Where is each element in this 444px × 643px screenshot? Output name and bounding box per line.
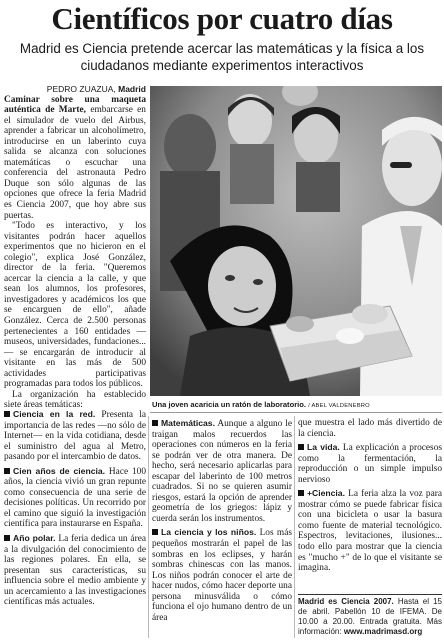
bullet-square-icon bbox=[4, 535, 10, 541]
bullet-square-icon bbox=[4, 468, 10, 474]
areas-intro-paragraph: La organización ha establecido siete áreas temáticas: bbox=[4, 389, 146, 411]
section-ninos-continued: que muestra el lado más divertido de la ciencia. bbox=[298, 418, 442, 439]
article-column-3 bbox=[298, 418, 442, 574]
column-divider bbox=[148, 416, 149, 638]
bullet-square-icon bbox=[298, 444, 304, 450]
quote-paragraph: "Todo es interactivo, y los visitantes podrán hacer aquellos experimentos que no hicieron en el colegio", explica José González, director de la feria. "Queremos acercar la ciencia a la calle, y que sean los alumnos, los profesores, investigadores y académicos los que se encarguen de ello", añade González. Cerca de 2.500 personas pertenecientes a 160 entidades —museos, universidades, fundaciones...— se encargarán de introducir al visitante en las más de 500 actividades participativas programadas para todos los públicos. bbox=[4, 221, 146, 390]
section-ninos bbox=[152, 527, 292, 623]
info-box-url[interactable]: www.madrimasd.org bbox=[343, 627, 423, 636]
intro-lead: Caminar sobre una maqueta auténtica de Marte, bbox=[4, 94, 146, 116]
section-cien bbox=[4, 466, 146, 530]
article-column-1 bbox=[4, 84, 146, 411]
bullet-square-icon bbox=[298, 490, 304, 496]
info-box-text: Hasta el 15 de abril. Pabellón 10 de IFEMA. De 10.00 a 20.00. Entrada gratuita. Más información: bbox=[298, 597, 442, 636]
section-red-text: Presenta la importancia de las redes —no sólo de Internet— en la vida cotidiana, desde el suministro del agua al Metro, pasando por el intercambio de datos. bbox=[4, 410, 146, 463]
section-mat-title: Matemáticas. bbox=[161, 418, 215, 428]
section-cien-text: Hace 100 años, la ciencia vivió un gran repunte como consecuencia de una serie de decisiones políticas. Un recorrido por el camino que siguió la investigación científica para instaurarse en España. bbox=[4, 466, 147, 530]
bullet-square-icon bbox=[152, 529, 158, 535]
byline bbox=[4, 84, 146, 95]
article-column-1-lower bbox=[4, 406, 146, 608]
section-vida bbox=[298, 442, 442, 485]
section-polar bbox=[4, 533, 146, 608]
section-mas bbox=[298, 488, 442, 573]
section-mas-text: La feria alza la voz para mostrar cómo se puede fabricar física con una bicicleta o usar la basura como fuente de material tecnológico. Espectros, levitaciones, ilusiones... todo ello para mostrar que la ciencia es "mucho +" de lo que el visitante se imagina. bbox=[298, 489, 443, 574]
caption-text: Una joven acaricia un ratón de laboratorio. bbox=[152, 400, 307, 409]
intro-body: embarcarse en el simulador de vuelo del Airbus, aprender a fabricar un alcoholímetro, introducirse en un laberinto cuya salida se alcanza con soluciones matemáticas o escuchar una conferencia del astronauta Pedro Duque son sólo algunas de las opciones que ofrece la feria Madrid es Ciencia 2007, que hoy abre sus puertas. bbox=[4, 105, 146, 221]
article-column-2 bbox=[152, 418, 292, 623]
section-red-title: Ciencia en la red. bbox=[13, 409, 96, 419]
headline: Científicos por cuatro días bbox=[51, 1, 393, 36]
section-polar-title: Año polar. bbox=[13, 533, 56, 544]
section-mat bbox=[152, 418, 292, 524]
info-box-title: Madrid es Ciencia 2007. bbox=[298, 597, 394, 606]
intro-paragraph bbox=[4, 95, 146, 222]
info-box bbox=[298, 597, 442, 637]
photo-caption bbox=[152, 400, 442, 411]
info-box-rule bbox=[298, 594, 442, 595]
section-mas-title: +Ciencia. bbox=[307, 488, 345, 499]
section-red bbox=[4, 409, 146, 463]
bullet-square-icon bbox=[4, 411, 10, 417]
photo-student-with-lab-mouse bbox=[150, 86, 442, 396]
section-ninos-text: Los más pequeños mostrarán el papel de las sombras en los eclipses, y harán sombras chinescas con las manos. Los niños podrán conocer el arte de hacer nudos, cómo hacer deporte una persona minusválida o cómo funciona el ojo humano dentro de un área bbox=[152, 528, 292, 623]
section-ninos-title: La ciencia y los niños. bbox=[161, 527, 257, 538]
caption-rule bbox=[150, 412, 442, 413]
photo-credit: / ABEL VALDENEBRO bbox=[308, 403, 370, 409]
column-divider bbox=[294, 416, 295, 638]
photo-illustration bbox=[150, 86, 442, 396]
byline-place: Madrid bbox=[118, 84, 146, 94]
byline-author: PEDRO ZUAZUA, bbox=[46, 84, 116, 94]
section-vida-title: La vida. bbox=[307, 442, 340, 453]
section-polar-text: La feria dedica un área a la divulgación del conocimiento de las regiones polares. En ella, se presentan sus características, su influencia sobre el medio ambiente y un acercamiento a las investigaciones científicas más actuales. bbox=[4, 534, 146, 608]
section-mat-text: Aunque a alguno le traigan malos recuerdos las operaciones con números en la feria se podrán ver de otra manera. De hecho, será necesario aplicarlas para escapar del laberinto de 100 metros cuadrados. Si no se quieren asumir riesgos, estará la opción de aprender geometría de los griegos: lápiz y cuerda serán los instrumentos. bbox=[152, 419, 292, 524]
bullet-square-icon bbox=[152, 420, 158, 426]
section-cien-title: Cien años de ciencia. bbox=[13, 465, 106, 476]
subheadline: Madrid es Ciencia pretende acercar las matemáticas y la física a los ciudadanos mediante experimentos interactivos bbox=[19, 41, 425, 73]
section-vida-text: La explicación a procesos como la fermentación, la reproducción o un simple impulso nervioso bbox=[298, 443, 442, 485]
